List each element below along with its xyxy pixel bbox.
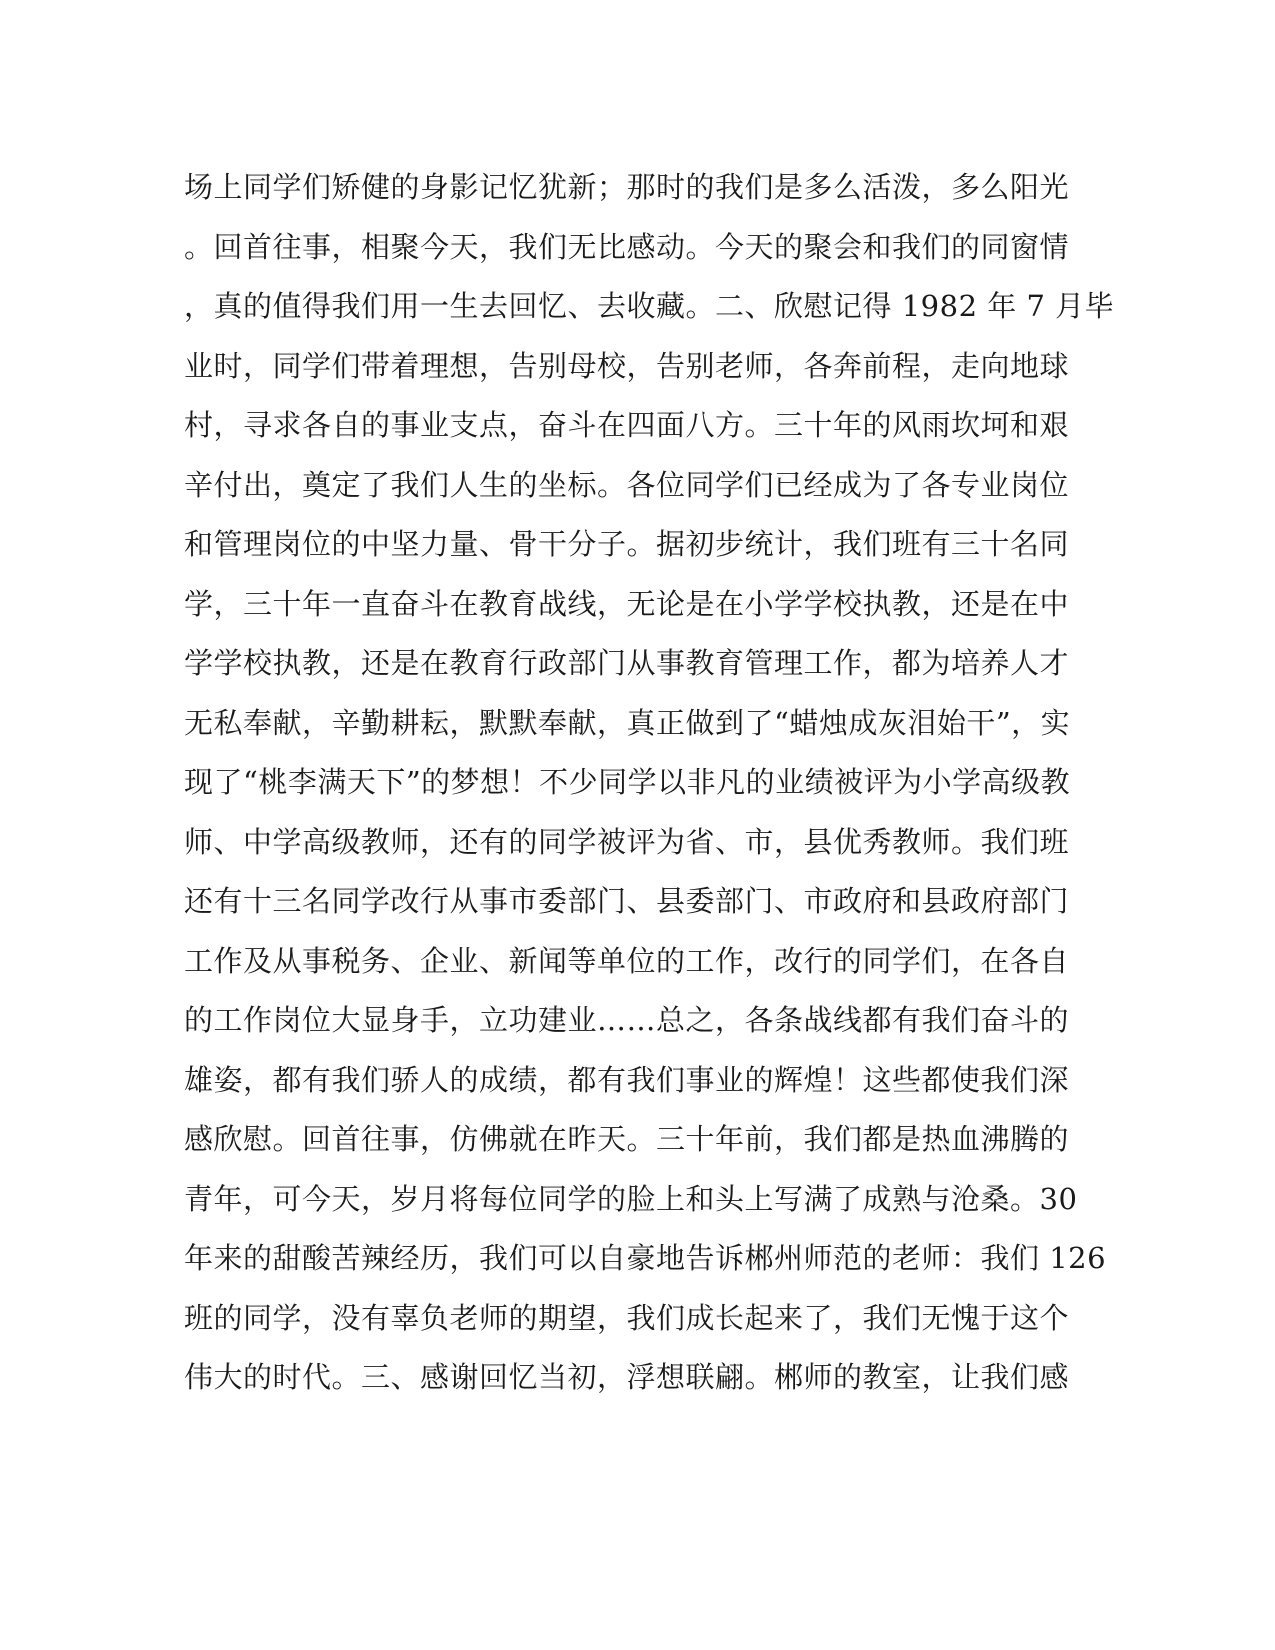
text-line: 村，寻求各自的事业支点，奋斗在四面八方。三十年的风雨坎坷和艰 — [184, 408, 1070, 442]
text-line: 班的同学，没有辜负老师的期望，我们成长起来了，我们无愧于这个 — [184, 1300, 1070, 1335]
text-line: 学，三十年一直奋斗在教育战线，无论是在小学学校执教，还是在中 — [184, 586, 1070, 621]
text-line: 业时，同学们带着理想，告别母校，告别老师，各奔前程，走向地球 — [184, 348, 1070, 383]
text-line: 和管理岗位的中坚力量、骨干分子。据初步统计，我们班有三十名同 — [184, 527, 1070, 561]
text-line: 感欣慰。回首往事，仿佛就在昨天。三十年前，我们都是热血沸腾的 — [184, 1122, 1070, 1156]
text-line: 场上同学们矫健的身影记忆犹新；那时的我们是多么活泼，多么阳光 — [184, 170, 1070, 204]
text-line: 年来的甜酸苦辣经历，我们可以自豪地告诉郴州师范的老师：我们 126 — [184, 1241, 1107, 1275]
body-text — [184, 158, 1115, 1408]
text-line: 无私奉献，辛勤耕耘，默默奉献，真正做到了“蜡烛成灰泪始干”，实 — [184, 705, 1071, 740]
text-line: ，真的值得我们用一生去回忆、去收藏。二、欣慰记得 1982 年 7 月毕 — [184, 289, 1115, 323]
text-line: 现了“桃李满天下”的梦想！不少同学以非凡的业绩被评为小学高级教 — [184, 765, 1071, 799]
text-line: 伟大的时代。三、感谢回忆当初，浮想联翩。郴师的教室，让我们感 — [184, 1360, 1070, 1394]
text-line: 师、中学高级教师，还有的同学被评为省、市，县优秀教师。我们班 — [184, 824, 1070, 859]
text-line: 的工作岗位大显身手，立功建业……总之，各条战线都有我们奋斗的 — [184, 1003, 1070, 1037]
text-line: 雄姿，都有我们骄人的成绩，都有我们事业的辉煌！这些都使我们深 — [184, 1062, 1070, 1097]
text-line: 工作及从事税务、企业、新闻等单位的工作，改行的同学们，在各自 — [184, 943, 1070, 978]
text-line: 辛付出，奠定了我们人生的坐标。各位同学们已经成为了各专业岗位 — [184, 467, 1070, 502]
text-line: 还有十三名同学改行从事市委部门、县委部门、市政府和县政府部门 — [184, 884, 1070, 918]
text-line: 学学校执教，还是在教育行政部门从事教育管理工作，都为培养人才 — [184, 646, 1070, 680]
text-line: 青年，可今天，岁月将每位同学的脸上和头上写满了成熟与沧桑。30 — [184, 1181, 1078, 1216]
text-line: 。回首往事，相聚今天，我们无比感动。今天的聚会和我们的同窗情 — [184, 229, 1070, 264]
